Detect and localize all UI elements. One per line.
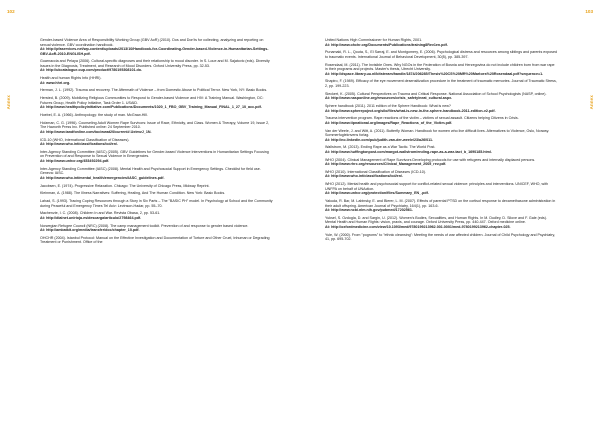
- reference-text: Punamaki, R. L., Qouta, S., El Sarraj, E. and Montgomery, E. (2006). Psychological distress and resources among siblings and parents exposed to traumatic events. International Journal of Behavioral Development, 30(5), pp. 385-397.: [325, 50, 558, 59]
- reference-text: WHO (2010). International Classification of Diseases (ICD-10).: [325, 169, 426, 174]
- reference-entry: [325, 92, 558, 101]
- reference-entry: [325, 116, 558, 125]
- reference-text: Rosendaal, M. (2011). The Invisible Ones. Why NGOs in the Federation of Bosnia and Herzegovina do not include children born from war rape in their programs and projects. Master's thesis, Utrecht University.: [325, 62, 555, 72]
- reference-entry: [40, 113, 273, 118]
- reference-link[interactable]: At: http://dialnet.unirioja.es/descarga/articulo/2798464.pdf.: [40, 215, 142, 220]
- reference-text: Van der Weele, J. and Witt, A. (2011). Butterfly Woman. Handbook for women who live difficult lives. Alternatives to Violence, Oslo, Norway. Sommerfugleknvens forlag.: [325, 128, 550, 138]
- reference-link[interactable]: At: http://www.healthpolicyinitiative.com/Publications/Documents/1020_1_FBO_GBV_Training_Manual_FINAL_1_27_10_acc.pdf.: [40, 105, 262, 110]
- reference-entry: [325, 129, 558, 143]
- reference-text: Machenzie, I. C. (2008). Children In and War. Revista Obasa, 2, pp. 53-61.: [40, 211, 161, 216]
- reference-entry: [325, 104, 558, 113]
- reference-text: Shapiro, F. (1989). Efficacy of the eye movement desensitization procedure in the treatment of traumatic memories. Journal of Traumatic Stress, 2, pp. 199-223.: [325, 79, 557, 88]
- reference-entry: [40, 150, 273, 164]
- reference-link[interactable]: At: http://www.tipnational.org/images/Rape_Reactions_of_the_Victim.pdf.: [325, 120, 453, 125]
- reference-link[interactable]: At: http://www.ncbi.nlm.nih.gov/pubmed/17202561.: [325, 208, 413, 213]
- reference-text: Kleinman, A. (1988). The Illness Narratives: Suffering, Healing, And The Human Condition. New York: Basic Books.: [40, 191, 226, 196]
- reference-entry: [40, 191, 273, 196]
- reference-text: Yakuda, R. Bar, M. Labinsky, E. and Bierer, L. M. (2007). Effects of parental PTSD on the cortisol response to dexamethasone administration in their adult offspring. American Journal of Psychiatry, 164(1), pp. 163-6.: [325, 199, 556, 208]
- reference-text: Yule, W. (2000). From "pogroms" to "ethnic cleansing": Meeting the needs of war affected children. Journal of Child Psychology and Psychiatry, 41, pp. 695-702.: [325, 232, 556, 242]
- reference-text: United Nations High Commissioner for Human Rights, 2001.: [325, 38, 423, 42]
- reference-column-right: [325, 38, 558, 245]
- reference-entry: [40, 121, 273, 135]
- reference-text: Inter-Agency Standing Committee (IASC) (2005). GBV Guidelines for Gender-based Violence Interventions in Humanitarian Settings Focusing on Prevention of and Response to Sexual Violence in Emergencies.: [40, 149, 269, 159]
- reference-link[interactable]: At: http://ambatkit.org/media/transfer/doc/chapter_10.pdf.: [40, 228, 140, 233]
- reference-text: Hersted, B. (2009). Mobilizing Religious Communities to Respond to Gender-based Violence and HIV: A Training Manual. Washington, DC: Futures Group, Health Policy Initiative, Task Order 1. USAID.: [40, 96, 264, 105]
- reference-link[interactable]: At: http://www.ohchr.org/Documents/Publications/training8Rev1en.pdf.: [325, 42, 448, 47]
- reference-link[interactable]: At: www.hhri.org.: [40, 80, 71, 85]
- reference-text: Sieckert, K. (2005). Cultural Perspectives on Trauma and Critical Response. National Association of School Psychologists (NASP, online).: [325, 91, 547, 96]
- reference-link[interactable]: At: http://www.nasponline.org/resources/crisis_safety/neat_cultural.aspx.: [325, 96, 453, 101]
- reference-text: Gender-based Violence Area of Responsibility Working Group (GBV AoR) (2010). Dos and Don'ts for collecting, analyzing and reporting on sexual violence. GBV coordination handbook.: [40, 38, 264, 47]
- reference-entry: [40, 167, 273, 181]
- reference-text: WHO (2012). Mental health and psychosocial support for conflict-related sexual violence: principles and interventions. UNICEF, WHO, with UNFPA on behalf of UNAction.: [325, 182, 548, 191]
- reference-text: Hoebel, E. A. (1966). Anthropology: the study of man. McGraw-Hill.: [40, 113, 148, 118]
- reference-entry: [325, 145, 558, 154]
- reference-entry: [40, 224, 273, 233]
- reference-entry: [40, 138, 273, 147]
- page-number-left: 102: [7, 9, 15, 14]
- reference-link[interactable]: At: http://www.unhcr.org/453492294.pdf.: [40, 158, 110, 163]
- reference-text: Guarnaccia and Pelaya (2006). Cultural-specific diagnoses and their relationship to mood disorder. In S. Loue and M. Sajatovic (eds). Diversity Issues in the Diagnosis, Treatment, and Research of Mood Disorders. Oxford University Press, pp. 32-53.: [40, 59, 270, 68]
- reference-link[interactable]: At: http://www.rhrc.org/resources/Clinical_Management_2005_rev.pdf.: [325, 162, 447, 167]
- reference-entry: [325, 79, 558, 88]
- reference-link[interactable]: At: http://www.spherepoject.org/silo/files/what-is-new-in-the-sphere-handbook-2011-edition-v2.pdf.: [325, 108, 496, 113]
- reference-entry: [40, 88, 273, 93]
- side-label-left: Annex: [6, 95, 11, 110]
- reference-text: Norwegian Refugee Council (NRC) (2008). The camp management toolkit. Prevention of and response to gender based violence.: [40, 223, 249, 228]
- reference-link[interactable]: At: http://www.unhcr.org/protection/files/Summary_EN_.pdf.: [325, 191, 429, 196]
- reference-link[interactable]: At: http://pfaservices.net/wp-content/uploads/2013/10/Handbook-for-Coordinating-Gender-based-Violence-in-Humanitarian-Settings-GBV-AoR-2010-ENGLISH.pdf.: [40, 47, 269, 56]
- reference-text: Health and human Rights Info (HHRI).: [40, 76, 102, 81]
- reference-link[interactable]: At: http://oxfordmedicine.com/view/10.1093/med/9780199213962.001.0001/med-9780199213962-chapter-025.: [325, 224, 511, 229]
- reference-link[interactable]: At: http://ukcatalogue.oup.com/product/9780195308101.do.: [40, 68, 142, 73]
- reference-entry: [325, 182, 558, 196]
- reference-text: Trauma intervention program. Rape reactions of the victim – victims of sexual assault. Citizens helping Citizens in Crisis.: [325, 116, 519, 121]
- reference-entry: [40, 76, 273, 85]
- reference-link[interactable]: At: http://www.tandfonline.com/toc/wwat20/current#.UxtmvJ_1N.: [40, 129, 152, 134]
- reference-text: Sphere handbook (2011). 2011 edition of the Sphere Handbook: What is new?: [325, 103, 451, 108]
- reference-entry: [325, 199, 558, 213]
- side-label-right: Annex: [589, 95, 594, 110]
- reference-text: Wallstrom, M. (2013). Ending Rape as a War Tactic. The World Post.: [325, 145, 436, 150]
- reference-entry: [40, 59, 273, 73]
- reference-entry: [325, 216, 558, 230]
- reference-text: ICD-10 (WHO, International Classification of Diseases).: [40, 137, 130, 142]
- reference-entry: [40, 199, 273, 208]
- reference-entry: [325, 233, 558, 242]
- reference-entry: [40, 38, 273, 56]
- reference-link[interactable]: At: http://www.huffingtonpost.com/margot-wallstrom/ending-rape-as-a-war-tact_b_1690185.html.: [325, 149, 492, 154]
- reference-link[interactable]: At: http://no.linkedin.com/pub/judith-van-der-weele/23/a26/011.: [325, 137, 434, 142]
- page-number-right: 103: [585, 9, 593, 14]
- reference-entry: [40, 211, 273, 220]
- reference-text: OHCHR (2004). Istanbul Protocol: Manual on the Effective Investigation and Documentation of Torture and Other Cruel, Inhuman or Degrading Treatment or Punishment. Office of the: [40, 235, 270, 245]
- reference-entry: [325, 50, 558, 59]
- reference-text: Herman, J. L. (1992). Trauma and recovery. The Aftermath of Violence – from Domestic Abuse to Political Terror. New York, NY: Basic Books.: [40, 88, 268, 93]
- reference-entry: [325, 38, 558, 47]
- reference-entry: [325, 158, 558, 167]
- reference-text: Holzman, C. G. (1996). Counseling Adult Women Rape Survivors: Issue of Race, Ethnicity, and Class. Women & Therapy, Volume 19, Issue 2, The Haworth Press Inc. Published online: 24 September 2010.: [40, 120, 270, 130]
- reference-text: Jacobsen, E. (1974). Progressive Relaxation. Chicago: The University of Chicago Press, Midway Reprint.: [40, 183, 210, 188]
- reference-text: Yuksel, S. Ozdogla, D. and Sargin, U. (2012). Women's Bodies, Sexualities, and Human Rights. In M. Dudley, D. Silove and F. Gale (eds). Mental Health and Human Rights: vision, praxis, and courage. Oxford University Press, pp. 440-447. Oxford medicine online.: [325, 215, 547, 225]
- reference-link[interactable]: At: http://dspace.library.uu.nl/bitstream/handle/1874/206285/Thesis%20CS%20MR%20Marloes%20Rosendaal.pdf?sequence=1.: [325, 71, 544, 76]
- reference-link[interactable]: At: http://www.who.int/mental_health/emergencies/IASC_guidelines.pdf.: [40, 175, 165, 180]
- reference-entry: [40, 184, 273, 189]
- reference-text: Lahad, S. (1993). Tracing Coping Resources through a Story in Six Parts – The "BASIC PH" model. In Psychology at School and the Community during Peaceful and Emergency Times Tel Aviv: Levinson-Hadar, pp. 55–70.: [40, 199, 273, 208]
- reference-entry: [40, 236, 273, 245]
- reference-link[interactable]: At: http://www.who.int/classifications/icd/en/.: [40, 142, 118, 147]
- reference-entry: [325, 170, 558, 179]
- reference-text: Inter-Agency Standing Committee (IASC) (2008). Mental Health and Psychosocial Support in Emergency Settings. Checklist for field use. Geneva: IASC.: [40, 166, 261, 176]
- reference-link[interactable]: At: http://www.who.int/classifications/icd/en/.: [325, 174, 403, 179]
- reference-column-left: [40, 38, 273, 248]
- reference-entry: [325, 63, 558, 77]
- reference-entry: [40, 96, 273, 110]
- reference-text: WHO (2004). Clinical Management of Rape Survivors Developing protocols for use with refugees and internally displaced persons.: [325, 157, 536, 162]
